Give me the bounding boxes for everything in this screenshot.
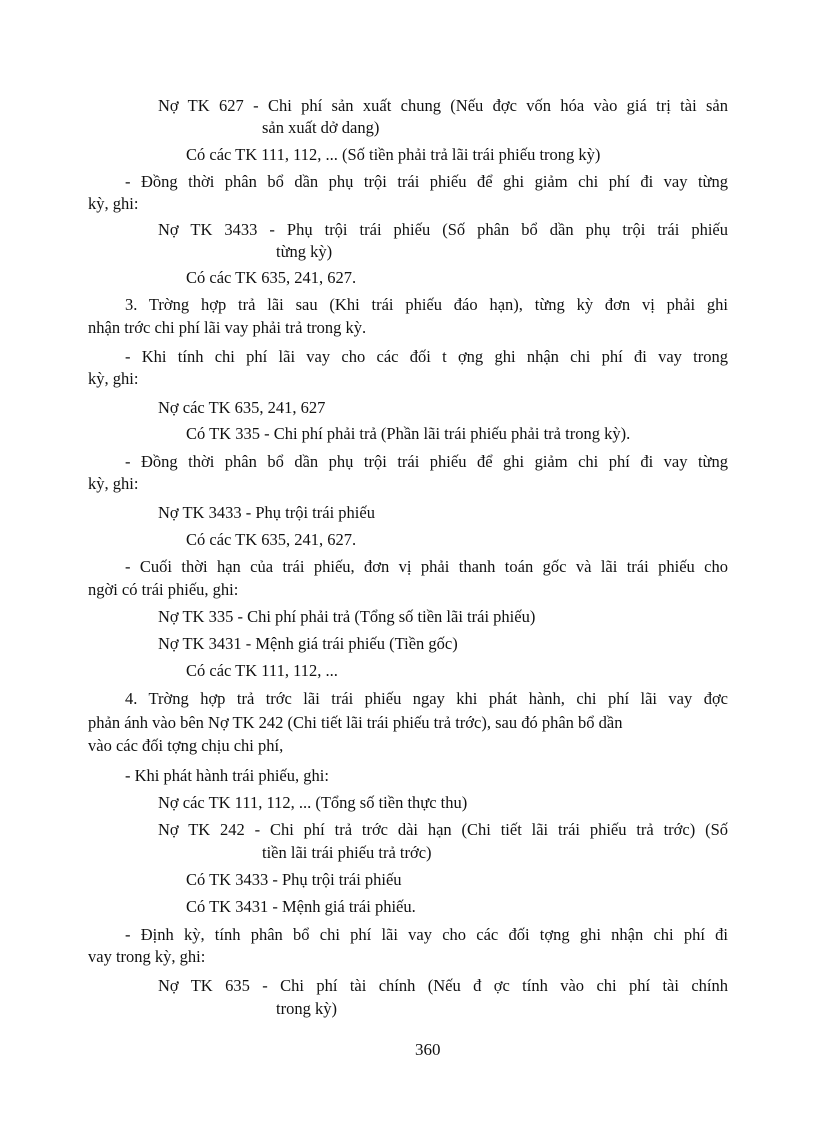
text-line: tiền lãi trái phiếu trả trớc)	[262, 843, 432, 862]
text-line: Nợ TK 242 - Chi phí trả trớc dài hạn (Chi tiết lãi trái phiếu trả trớc) (Số	[158, 820, 728, 839]
text-line: Nợ TK 3431 - Mệnh giá trái phiếu (Tiền gốc)	[158, 634, 458, 653]
text-line: Nợ TK 3433 - Phụ trội trái phiếu	[158, 503, 375, 522]
text-line: - Cuối thời hạn của trái phiếu, đơn vị phải thanh toán gốc và lãi trái phiếu cho	[125, 557, 728, 576]
text-line: Nợ các TK 111, 112, ... (Tổng số tiền thực thu)	[158, 793, 468, 812]
text-line: nhận trớc chi phí lãi vay phải trả trong kỳ.	[88, 318, 367, 337]
text-line: Có TK 3431 - Mệnh giá trái phiếu.	[186, 897, 416, 916]
text-line: Nợ các TK 635, 241, 627	[158, 398, 326, 417]
text-line: Có các TK 635, 241, 627.	[186, 530, 357, 549]
text-line: vào các đối tợng chịu chi phí,	[88, 736, 284, 755]
text-line: Có các TK 111, 112, ...	[186, 661, 338, 680]
text-line: - Đồng thời phân bổ dần phụ trội trái phiếu để ghi giảm chi phí đi vay từng	[125, 172, 728, 191]
text-line: - Khi phát hành trái phiếu, ghi:	[125, 766, 329, 785]
text-line: Nợ TK 335 - Chi phí phải trả (Tổng số tiền lãi trái phiếu)	[158, 607, 536, 626]
text-line: Nợ TK 627 - Chi phí sản xuất chung (Nếu đợc vốn hóa vào giá trị tài sản	[158, 96, 728, 115]
text-line: 4. Trờng hợp trả trớc lãi trái phiếu ngay khi phát hành, chi phí lãi vay đợc	[125, 689, 728, 708]
text-line: - Định kỳ, tính phân bổ chi phí lãi vay cho các đối tợng ghi nhận chi phí đi	[125, 925, 728, 944]
text-line: trong kỳ)	[276, 999, 337, 1018]
text-line: 3. Trờng hợp trả lãi sau (Khi trái phiếu đáo hạn), từng kỳ đơn vị phải ghi	[125, 295, 728, 314]
text-line: - Khi tính chi phí lãi vay cho các đối t ợng ghi nhận chi phí đi vay trong	[125, 347, 728, 366]
page-number: 360	[415, 1040, 441, 1059]
text-line: Có TK 3433 - Phụ trội trái phiếu	[186, 870, 402, 889]
text-line: phản ánh vào bên Nợ TK 242 (Chi tiết lãi trái phiếu trả trớc), sau đó phân bổ dần	[88, 713, 623, 732]
text-line: kỳ, ghi:	[88, 474, 139, 493]
text-line: Có các TK 111, 112, ... (Số tiền phải trả lãi trái phiếu trong kỳ)	[186, 145, 601, 164]
text-line: sản xuất dở dang)	[262, 118, 380, 137]
text-line: vay trong kỳ, ghi:	[88, 947, 206, 966]
text-line: ngời có trái phiếu, ghi:	[88, 580, 239, 599]
text-line: kỳ, ghi:	[88, 194, 139, 213]
text-line: - Đồng thời phân bổ dần phụ trội trái phiếu để ghi giảm chi phí đi vay từng	[125, 452, 728, 471]
text-line: Có TK 335 - Chi phí phải trả (Phần lãi trái phiếu phải trả trong kỳ).	[186, 424, 631, 443]
text-line: từng kỳ)	[276, 242, 333, 261]
text-line: kỳ, ghi:	[88, 369, 139, 388]
text-line: Nợ TK 635 - Chi phí tài chính (Nếu đ ợc tính vào chi phí tài chính	[158, 976, 728, 995]
text-line: Có các TK 635, 241, 627.	[186, 268, 357, 287]
text-line: Nợ TK 3433 - Phụ trội trái phiếu (Số phân bổ dần phụ trội trái phiếu	[158, 220, 728, 239]
